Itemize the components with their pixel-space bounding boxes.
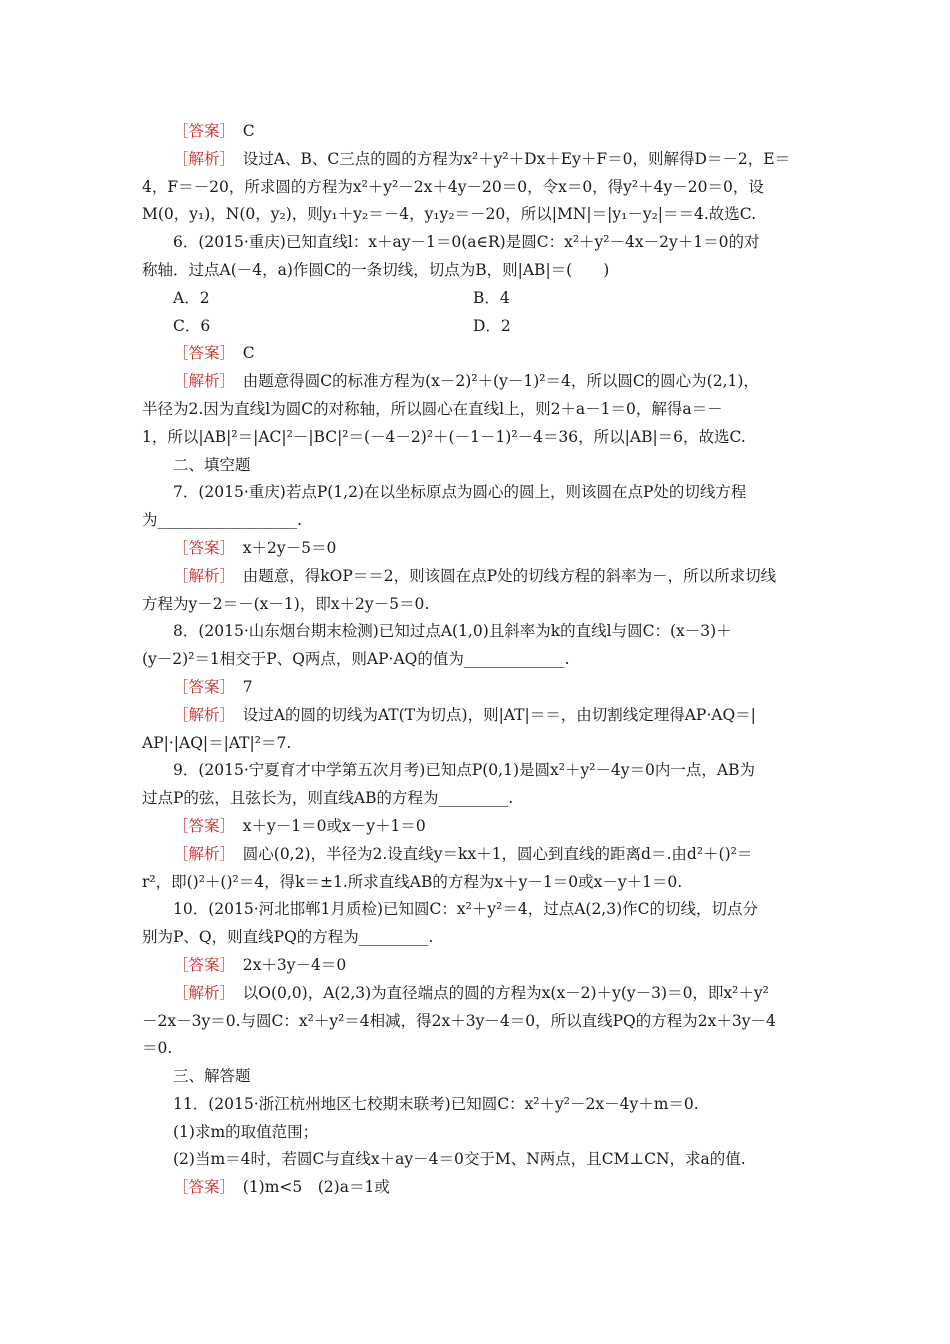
line-text: 以O(0,0)，A(2,3)为直径端点的圆的方程为x(x－2)＋y(y－3)＝0，即x²＋y² — [227, 983, 769, 1002]
text-line — [142, 1091, 810, 1119]
line-text: x＋2y－5＝0 — [227, 538, 337, 557]
line-text: 7 — [227, 677, 253, 696]
labeled-text-line — [142, 813, 810, 841]
text-line — [142, 1035, 810, 1063]
text-line — [142, 896, 810, 924]
line-text: x＋y－1＝0或x－y＋1＝0 — [227, 816, 426, 835]
answer-label: ［答案］ — [173, 816, 228, 835]
labeled-text-line — [142, 118, 810, 146]
answer-option: B．4 — [473, 288, 510, 307]
line-text: 9．(2015·宁夏育才中学第五次月考)已知点P(0,1)是圆x²＋y²－4y＝0内一点，AB为 — [173, 761, 755, 780]
answer-label: ［答案］ — [173, 538, 228, 557]
analysis-label: ［解析］ — [173, 372, 228, 391]
line-text: AP|·|AQ|＝|AT|²＝7. — [142, 733, 292, 752]
line-text: 设过A的圆的切线为AT(T为切点)，则|AT|＝＝，由切割线定理得AP·AQ＝| — [227, 705, 756, 724]
line-text: r²，即()²＋()²＝4，得k＝±1.所求直线AB的方程为x＋y－1＝0或x－y＋1＝0. — [142, 872, 683, 891]
text-line — [142, 1146, 810, 1174]
text-line — [142, 229, 810, 257]
line-text: C — [227, 344, 255, 363]
analysis-label: ［解析］ — [173, 844, 228, 863]
line-text: C — [227, 122, 255, 140]
answer-option: C．6 — [173, 316, 211, 335]
text-line — [142, 452, 810, 480]
document-page — [142, 118, 810, 1202]
text-line — [142, 591, 810, 619]
line-text: ＝0. — [142, 1039, 173, 1058]
text-line — [142, 869, 810, 897]
line-text: 三、解答题 — [173, 1067, 251, 1086]
text-line — [142, 618, 810, 646]
text-line — [142, 757, 810, 785]
line-text: 6．(2015·重庆)已知直线l：x＋ay－1＝0(a∈R)是圆C：x²＋y²－4x－2y＋1＝0的对 — [173, 233, 760, 252]
answer-label: ［答案］ — [173, 955, 228, 974]
analysis-label: ［解析］ — [173, 566, 228, 585]
answer-options-row — [142, 285, 810, 313]
analysis-label: ［解析］ — [173, 149, 228, 168]
labeled-text-line — [142, 368, 810, 396]
line-text: (1)m<5 (2)a＝1或 — [227, 1178, 390, 1197]
line-text: 称轴．过点A(－4，a)作圆C的一条切线，切点为B，则|AB|＝( ) — [142, 260, 610, 279]
answer-label: ［答案］ — [173, 122, 228, 140]
text-line — [142, 785, 810, 813]
line-text: M(0，y₁)，N(0，y₂)，则y₁＋y₂＝－4，y₁y₂＝－20，所以|MN|＝|y₁－y₂|＝＝4.故选C. — [142, 205, 757, 224]
line-text: 二、填空题 — [173, 455, 251, 474]
analysis-label: ［解析］ — [173, 983, 228, 1002]
labeled-text-line — [142, 563, 810, 591]
line-text: 圆心(0,2)，半径为2.设直线y＝kx＋1，圆心到直线的距离d＝.由d²＋()²＝ — [227, 844, 753, 863]
line-text: －2x－3y＝0.与圆C：x²＋y²＝4相减，得2x＋3y－4＝0，所以直线PQ的方程为2x＋3y－4 — [142, 1011, 776, 1030]
answer-option: A．2 — [173, 288, 210, 307]
line-text: (2)当m＝4时，若圆C与直线x＋ay－4＝0交于M、N两点，且CM⊥CN，求a的值. — [173, 1150, 746, 1169]
text-line — [142, 1008, 810, 1036]
answer-label: ［答案］ — [173, 677, 228, 696]
line-text: 1，所以|AB|²＝|AC|²－|BC|²＝(－4－2)²＋(－1－1)²－4＝36，所以|AB|＝6，故选C. — [142, 427, 746, 446]
text-line — [142, 507, 810, 535]
text-line — [142, 201, 810, 229]
line-text: (y－2)²＝1相交于P、Q两点，则AP·AQ的值为_____________. — [142, 650, 570, 669]
line-text: 7．(2015·重庆)若点P(1,2)在以坐标原点为圆心的圆上，则该圆在点P处的切线方程 — [173, 483, 747, 502]
text-line — [142, 396, 810, 424]
text-line — [142, 479, 810, 507]
line-text: 方程为y－2＝－(x－1)，即x＋2y－5＝0. — [142, 594, 430, 613]
line-text: 10．(2015·河北邯郸1月质检)已知圆C：x²＋y²＝4，过点A(2,3)作C的切线，切点分 — [173, 900, 758, 919]
answer-label: ［答案］ — [173, 1178, 228, 1197]
text-line — [142, 924, 810, 952]
line-text: 8．(2015·山东烟台期末检测)已知过点A(1,0)且斜率为k的直线l与圆C：(x－3)＋ — [173, 622, 732, 641]
line-text: 由题意得圆C的标准方程为(x－2)²＋(y－1)²＝4，所以圆C的圆心为(2,1)， — [227, 372, 759, 391]
text-line — [142, 174, 810, 202]
labeled-text-line — [142, 674, 810, 702]
text-line — [142, 646, 810, 674]
line-text: 2x＋3y－4＝0 — [227, 955, 347, 974]
text-line — [142, 424, 810, 452]
labeled-text-line — [142, 340, 810, 368]
answer-label: ［答案］ — [173, 344, 228, 363]
line-text: (1)求m的取值范围； — [173, 1122, 319, 1141]
labeled-text-line — [142, 952, 810, 980]
line-text: 过点P的弦，且弦长为，则直线AB的方程为_________. — [142, 789, 514, 808]
labeled-text-line — [142, 702, 810, 730]
line-text: 由题意，得kOP＝＝2，则该圆在点P处的切线方程的斜率为－，所以所求切线 — [227, 566, 777, 585]
labeled-text-line — [142, 1174, 810, 1202]
line-text: 为__________________. — [142, 511, 302, 530]
line-text: 11．(2015·浙江杭州地区七校期末联考)已知圆C：x²＋y²－2x－4y＋m＝0. — [173, 1094, 699, 1113]
labeled-text-line — [142, 535, 810, 563]
labeled-text-line — [142, 146, 810, 174]
line-text: 4，F＝－20，所求圆的方程为x²＋y²－2x＋4y－20＝0，令x＝0，得y²＋4y－20＝0，设 — [142, 177, 764, 196]
line-text: 半径为2.因为直线l为圆C的对称轴，所以圆心在直线l上，则2＋a－1＝0，解得a＝－ — [142, 399, 723, 418]
text-line — [142, 257, 810, 285]
line-text: 设过A、B、C三点的圆的方程为x²＋y²＋Dx＋Ey＋F＝0，则解得D＝－2，E＝ — [227, 149, 791, 168]
text-line — [142, 730, 810, 758]
text-line — [142, 1063, 810, 1091]
labeled-text-line — [142, 841, 810, 869]
line-text: 别为P、Q，则直线PQ的方程为_________. — [142, 928, 434, 947]
labeled-text-line — [142, 980, 810, 1008]
text-line — [142, 1119, 810, 1147]
answer-option: D．2 — [473, 316, 511, 335]
analysis-label: ［解析］ — [173, 705, 228, 724]
answer-options-row — [142, 313, 810, 341]
